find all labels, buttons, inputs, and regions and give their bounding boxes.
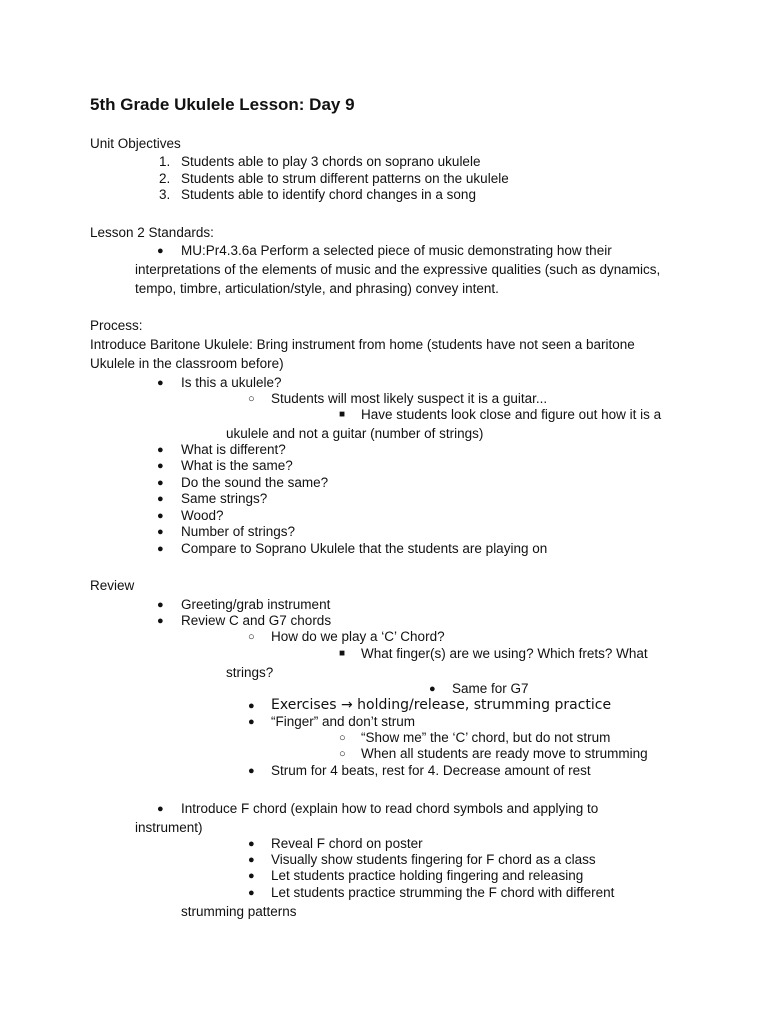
process-item: Is this a ukulele?: [181, 375, 282, 390]
bullet-disc-icon: ●: [248, 887, 255, 899]
bullet-disc-icon: ●: [157, 526, 164, 538]
process-subsubitem: ukulele and not a guitar (number of strings): [226, 426, 484, 441]
bullet-disc-icon: ●: [157, 615, 164, 627]
bullet-disc-icon: ●: [429, 683, 436, 695]
fchord-intro: Introduce F chord (explain how to read chord symbols and applying to: [181, 801, 599, 816]
process-item: What is different?: [181, 442, 286, 457]
bullet-disc-icon: ●: [157, 510, 164, 522]
fchord-item: strumming patterns: [181, 904, 297, 919]
process-item: Same strings?: [181, 491, 268, 506]
bullet-circle-icon: ○: [248, 393, 255, 405]
objective-number: 1.: [159, 154, 171, 169]
process-item: What is the same?: [181, 458, 293, 473]
bullet-square-icon: ■: [339, 409, 346, 420]
process-subsubitem: Have students look close and figure out how it is a: [361, 407, 662, 422]
fchord-item: Let students practice strumming the F chord with different: [271, 885, 615, 900]
standard-text: interpretations of the elements of music and the expressive qualities (such as dynamics,: [135, 262, 661, 277]
bullet-disc-icon: ●: [157, 803, 164, 815]
review-subsubitem: What finger(s) are we using? Which frets? What: [361, 646, 648, 661]
process-item: Do the sound the same?: [181, 475, 329, 490]
bullet-disc-icon: ●: [157, 599, 164, 611]
objective-number: 2.: [159, 171, 171, 186]
process-intro: Introduce Baritone Ukulele: Bring instrument from home (students have not seen a baritone: [90, 337, 635, 352]
review-subitem: How do we play a ‘C’ Chord?: [271, 629, 445, 644]
bullet-square-icon: ■: [339, 648, 346, 659]
review-exercise-detail: When all students are ready move to strumming: [361, 746, 648, 761]
bullet-disc-icon: ●: [248, 870, 255, 882]
process-item: Wood?: [181, 508, 224, 523]
review-exercise: Strum for 4 beats, rest for 4. Decrease amount of rest: [271, 763, 591, 778]
bullet-circle-icon: ○: [339, 748, 346, 760]
bullet-disc-icon: ●: [248, 765, 255, 777]
fchord-item: Let students practice holding fingering and releasing: [271, 868, 584, 883]
bullet-disc-icon: ●: [157, 460, 164, 472]
fchord-item: Reveal F chord on poster: [271, 836, 423, 851]
review-exercise: “Finger” and don’t strum: [271, 714, 416, 729]
objective-item: Students able to strum different patterns on the ukulele: [181, 171, 509, 186]
review-heading: Review: [90, 578, 135, 593]
bullet-disc-icon: ●: [157, 245, 164, 257]
bullet-disc-icon: ●: [157, 493, 164, 505]
objective-item: Students able to play 3 chords on soprano ukulele: [181, 154, 481, 169]
standards-heading: Lesson 2 Standards:: [90, 225, 214, 240]
fchord-item: Visually show students fingering for F chord as a class: [271, 852, 596, 867]
bullet-disc-icon: ●: [248, 854, 255, 866]
page-title: 5th Grade Ukulele Lesson: Day 9: [90, 95, 355, 114]
review-item: Greeting/grab instrument: [181, 597, 331, 612]
process-subitem: Students will most likely suspect it is a guitar...: [271, 391, 548, 406]
bullet-disc-icon: ●: [157, 543, 164, 555]
bullet-circle-icon: ○: [248, 631, 255, 643]
objective-item: Students able to identify chord changes in a song: [181, 187, 476, 202]
bullet-disc-icon: ●: [248, 838, 255, 850]
process-intro: Ukulele in the classroom before): [90, 356, 284, 371]
review-exercise: Exercises → holding/release, strumming practice: [271, 697, 612, 713]
process-heading: Process:: [90, 318, 143, 333]
review-exercise-detail: “Show me” the ‘C’ chord, but do not strum: [361, 730, 611, 745]
bullet-disc-icon: ●: [157, 377, 164, 389]
review-subsubitem: strings?: [226, 665, 274, 680]
process-item: Number of strings?: [181, 524, 296, 539]
objectives-heading: Unit Objectives: [90, 136, 181, 151]
standard-text: MU:Pr4.3.6a Perform a selected piece of music demonstrating how their: [181, 243, 612, 258]
objective-number: 3.: [159, 187, 171, 202]
standard-text: tempo, timbre, articulation/style, and phrasing) convey intent.: [135, 281, 499, 296]
review-subsubitem: Same for G7: [452, 681, 529, 696]
fchord-intro: instrument): [135, 820, 203, 835]
review-item: Review C and G7 chords: [181, 613, 332, 628]
bullet-disc-icon: ●: [248, 716, 255, 728]
bullet-disc-icon: ●: [157, 444, 164, 456]
bullet-disc-icon: ●: [248, 700, 255, 712]
process-item: Compare to Soprano Ukulele that the students are playing on: [181, 541, 548, 556]
bullet-disc-icon: ●: [157, 477, 164, 489]
bullet-circle-icon: ○: [339, 732, 346, 744]
